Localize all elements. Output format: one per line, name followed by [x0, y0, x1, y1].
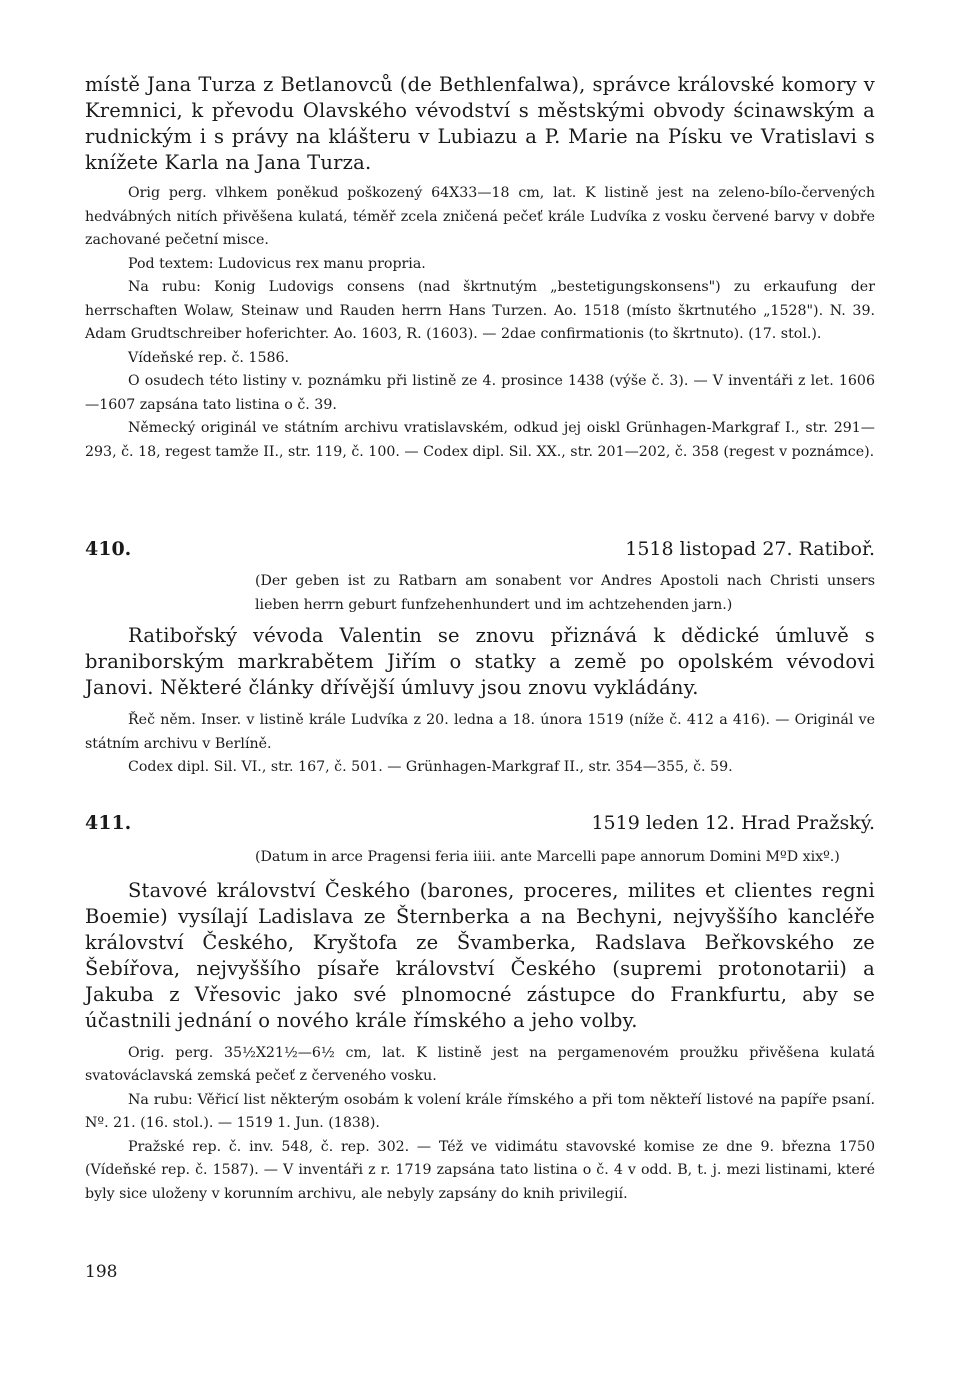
dating-clause: (Der geben ist zu Ratbarn am sonabent vor Andres Apostoli nach Christi unsers lieben herrn geburt funfzehenhundert und im achtzehenden jarn.) [255, 573, 875, 613]
entry-date: 1518 listopad 27. Ratiboř. [625, 538, 875, 560]
note-rec: Řeč něm. Inser. v listině krále Ludvíka z 20. ledna a 18. února 1519 (níže č. 412 a 416). — Originál ve státním archivu v Berlíně. [85, 712, 875, 752]
note-nemecky: Německý originál ve státním archivu vratislavském, odkud jej oiskl Grünhagen-Markgraf I., str. 291—293, č. 18, regest tamže II., str. 119, č. 100. — Codex dipl. Sil. XX., str. 201—202, č. 358 (regest v poznámce). [85, 420, 875, 460]
regest-summary: Stavové království Českého (barones, proceres, milites et clientes regni Boemie) vysílají Ladislava ze Šternberka a na Bechyni, nejvyššího kancléře království Českého, Kryštofa ze Švamberka, Radslava Beřkovského ze Šebířova, nejvyššího písaře království Českého (supremi protonotarii) a Jakuba z Vřesovic jako své plnomocné zástupce do Frankfurtu, aby se účastnili jednání o nového krále římského a jeho volby. [85, 878, 875, 1032]
note-rep: Vídeňské rep. č. 1586. [128, 349, 290, 366]
note-orig: Orig. perg. 35½X21½—6½ cm, lat. K listině jest na pergamenovém proužku přivěšena kulatá svatováclavská zemská pečeť z červeného vosku. [85, 1044, 875, 1084]
note-na-rubu: Na rubu: Věřicí list některým osobám k volení krále římského a při tom někteří listové na papíře psaní. Nº. 21. (16. stol.). — 1519 1. Jun. (1838). [85, 1091, 875, 1131]
note-orig: Orig perg. vlhkem poněkud poškozený 64X33—18 cm, lat. K listině jest na zeleno-bílo-červených hedvábných nitích přivěšena kulatá, téměř zcela zničená pečeť krále Ludvíka z vosku červené barvy v dobře zachované pečetní misce. [85, 185, 875, 248]
note-prazske-rep: Pražské rep. č. inv. 548, č. rep. 302. — Též ve vidimátu stavovské komise ze dne 9. března 1750 (Vídeňské rep. č. 1587). — V inventáři z r. 1719 zapsána tato listina o č. 4 v odd. B, t. j. mezi listinami, které byly sice uloženy v korunním archivu, ale nebyly zapsány do knih privilegií. [85, 1138, 875, 1202]
regest-summary: Ratibořský vévoda Valentin se znovu přiznává k dědické úmluvě s braniborským markrabětem Jiřím o statky a země po opolském vévodovi Janovi. Některé články dřívější úmluvy jsou znovu vykládány. [85, 624, 875, 699]
note-osudech: O osudech této listiny v. poznámku při listině ze 4. prosince 1438 (výše č. 3). — V inventáři z let. 1606—1607 zapsána tato listina o č. 39. [85, 373, 875, 413]
continuation-block [85, 72, 875, 464]
dating-clause: (Datum in arce Pragensi feria iiii. ante Marcelli pape annorum Domini MºD xixº.) [255, 849, 840, 865]
note-codex: Codex dipl. Sil. VI., str. 167, č. 501. — Grünhagen-Markgraf II., str. 354—355, č. 59. [128, 759, 733, 775]
note-na-rubu: Na rubu: Konig Ludovigs consens (nad škrtnutým „bestetigungskonsens") zu erkaufung der herrschaften Wolaw, Steinaw und Rauden herrn Hans Turzen. Ao. 1518 (místo škrtnutého „1528"). N. 39. Adam Grudtschreiber hoferichter. Ao. 1603, R. (1603). — 2dae confirmationis (to škrtnuto). (17. stol.). [85, 279, 875, 342]
entry-date: 1519 leden 12. Hrad Pražský. [591, 812, 875, 834]
entry-410-heading [85, 538, 875, 568]
entry-number: 410. [85, 538, 132, 560]
entry-number: 411. [85, 812, 132, 834]
continuation-body: místě Jana Turza z Betlanovců (de Bethlenfalwa), správce královské komory v Kremnici, k převodu Olavského vévodství s městskými obvody ścinawským a rudnickým i s právy na klášteru v Lubiazu a P. Marie na Písku ve Vratislavi s knížete Karla na Jana Turza. [85, 73, 875, 174]
note-pod-textem: Pod textem: Ludovicus rex manu propria. [128, 255, 426, 272]
entry-411 [85, 846, 875, 1206]
entry-411-heading [85, 812, 875, 842]
entry-410 [85, 570, 875, 780]
page-number: 198 [85, 1262, 118, 1282]
